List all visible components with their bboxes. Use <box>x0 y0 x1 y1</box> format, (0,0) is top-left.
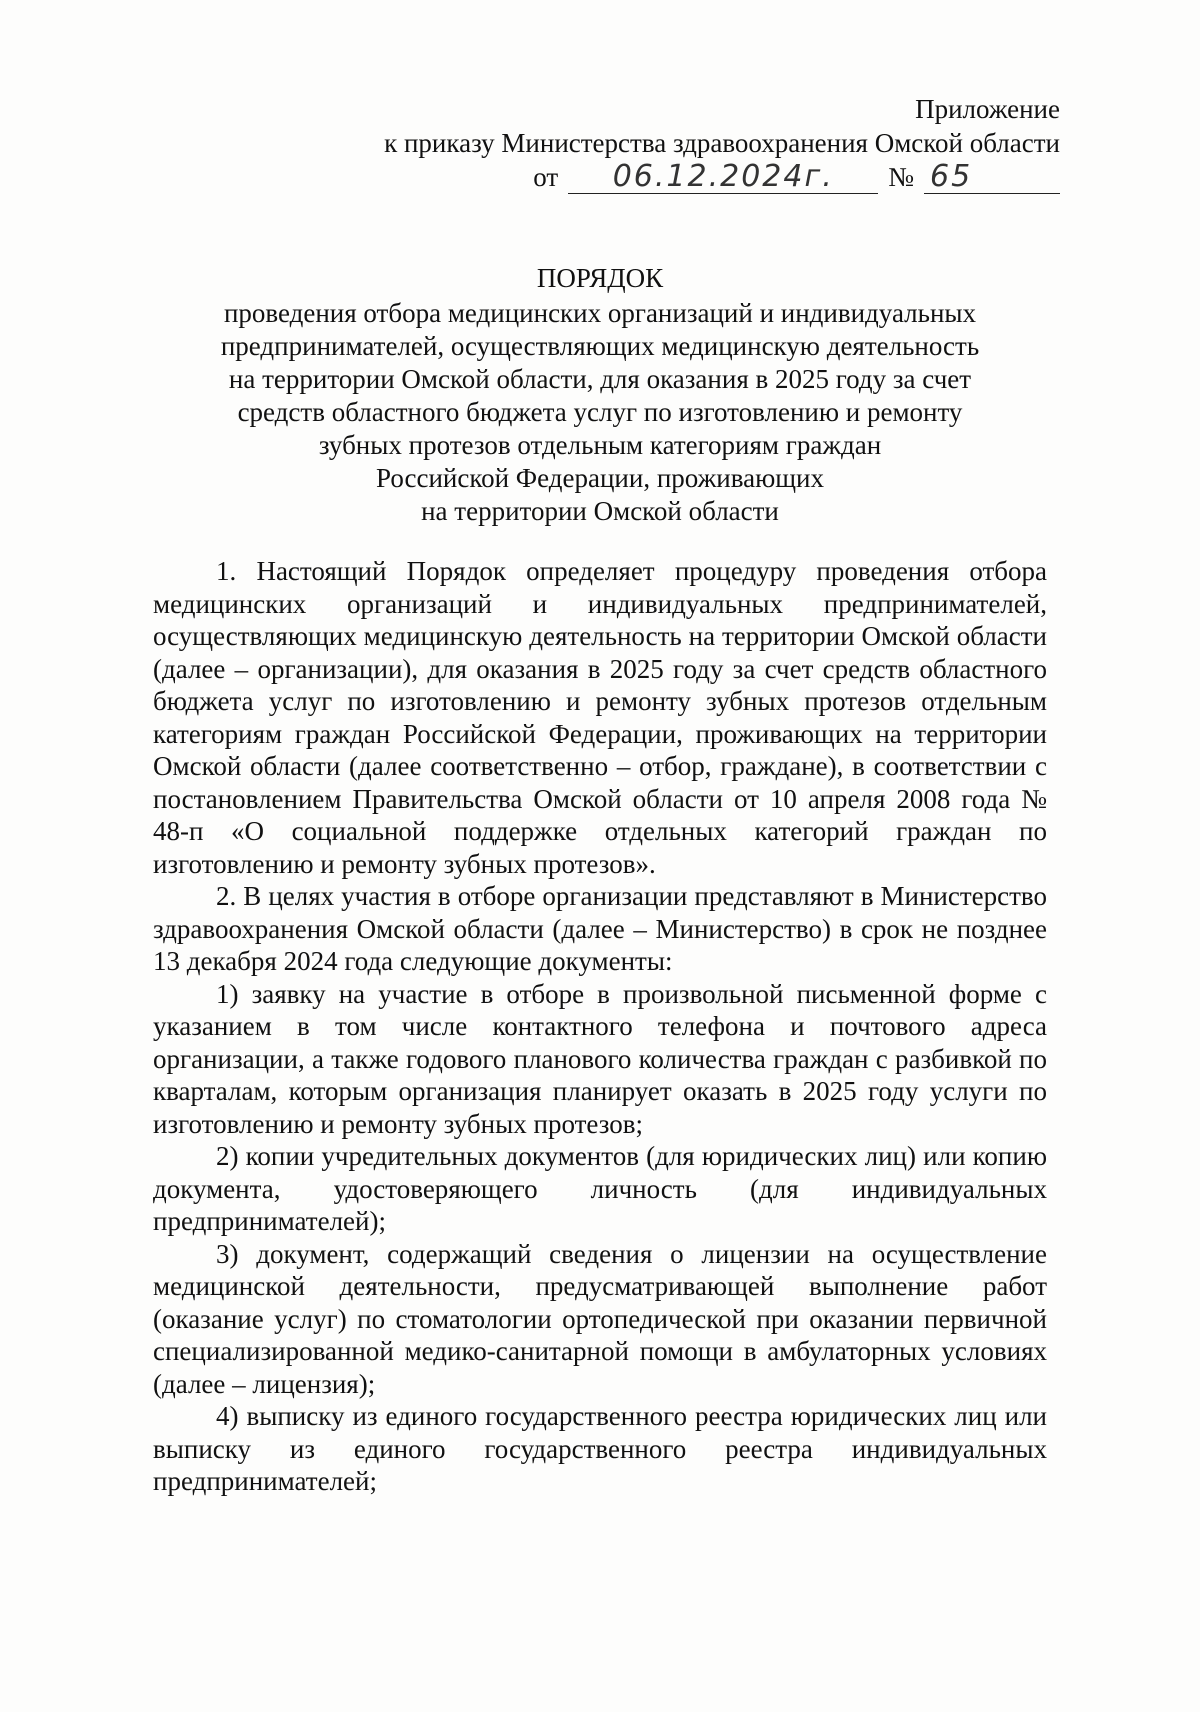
title-line: на территории Омской области, для оказания в 2025 году за счет <box>228 364 972 394</box>
title-line: предпринимателей, осуществляющих медицинскую деятельность <box>220 331 980 361</box>
paragraph-2: 2. В целях участия в отборе организации представляют в Министерство здравоохранения Омской области (далее – Министерство) в срок не позднее 13 декабря 2024 года следующие документы: <box>153 881 1047 976</box>
paragraph-1: 1. Настоящий Порядок определяет процедуру проведения отбора медицинских организаций и индивидуальных предпринимателей, осуществляющих медицинскую деятельность на территории Омской области (далее – организации), для оказания в 2025 году за счет средств областного бюджета услуг по изготовлению и ремонту зубных протезов отдельным категориям граждан Российской Федерации, проживающих на территории Омской области (далее соответственно – отбор, граждане), в соответствии с постановлением Правительства Омской области от 10 апреля 2008 года № 48-п «О социальной поддержке отдельных категорий граждан по изготовлению и ремонту зубных протезов». <box>153 556 1047 879</box>
order-reference: к приказу Министерства здравоохранения Омской области <box>384 128 1060 158</box>
subitem-2: 2) копии учредительных документов (для юридических лиц) или копию документа, удостоверяющего личность (для индивидуальных предпринимателей); <box>153 1141 1047 1236</box>
from-label: от <box>533 162 559 192</box>
order-date-handwritten: 06.12.2024г. <box>568 161 878 194</box>
subitem-3: 3) документ, содержащий сведения о лицензии на осуществление медицинской деятельности, предусматривающей выполнение работ (оказание услуг) по стоматологии ортопедической при оказании первичной специализированной медико-санитарной помощи в амбулаторных условиях (далее – лицензия); <box>153 1238 1047 1399</box>
title-main: ПОРЯДОК <box>536 263 664 293</box>
document-title <box>150 262 1050 528</box>
title-line: средств областного бюджета услуг по изготовлению и ремонту <box>237 397 963 427</box>
subitem-1: 1) заявку на участие в отборе в произвольной письменной форме с указанием в том числе контактного телефона и почтового адреса организации, а также годового планового количества граждан с разбивкой по кварталам, которым организация планирует оказать в 2025 году услуги по изготовлению и ремонту зубных протезов; <box>153 978 1047 1139</box>
title-line: проведения отбора медицинских организаций и индивидуальных <box>223 298 977 328</box>
order-date-number-line <box>384 160 1060 194</box>
document-body <box>153 555 1047 1498</box>
appendix-header <box>384 92 1060 194</box>
subitem-4: 4) выписку из единого государственного реестра юридических лиц или выписку из единого государственного реестра индивидуальных предпринимателей; <box>153 1401 1047 1496</box>
order-number-handwritten: 65 <box>924 161 1060 194</box>
title-line: Российской Федерации, проживающих <box>376 463 824 493</box>
number-label: № <box>888 162 914 192</box>
title-line: на территории Омской области <box>421 496 779 526</box>
appendix-label: Приложение <box>915 94 1060 124</box>
title-line: зубных протезов отдельным категориям граждан <box>318 430 882 460</box>
